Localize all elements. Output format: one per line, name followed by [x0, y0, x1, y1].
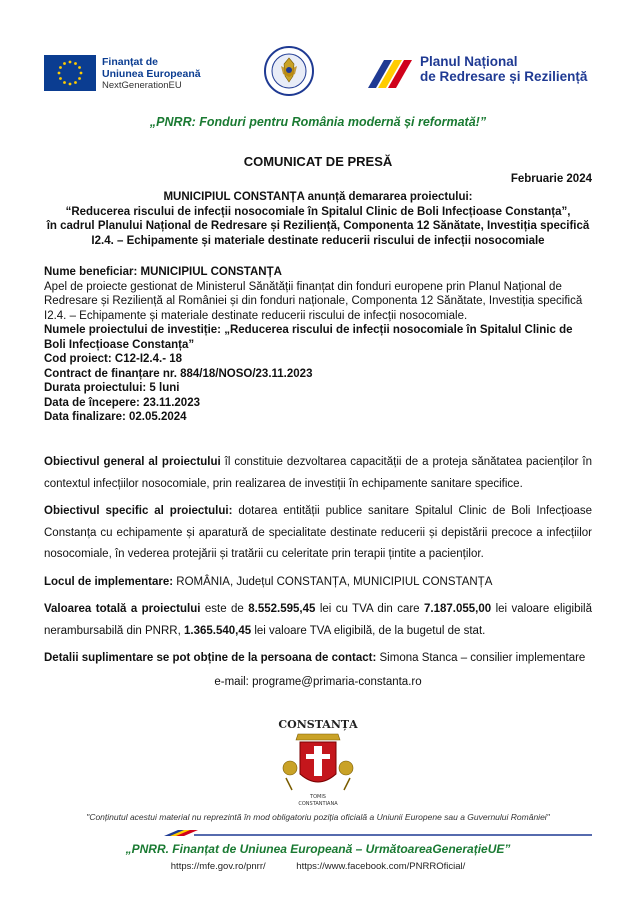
- value-text-3: lei valoare eligibilă nerambursabilă din PNRR,: [44, 603, 592, 637]
- eu-star: [63, 62, 66, 65]
- eu-line-3: NextGenerationEU: [102, 80, 182, 91]
- project-name: Numele proiectului de investiție: „Reducerea riscului de infecții nosocomiale în Spitalul Clinic de Boli Infecțioase Constanța”: [44, 324, 573, 351]
- project-duration: Durata proiectului: 5 luni: [44, 382, 180, 394]
- eu-star: [78, 77, 81, 80]
- value-vat: 1.365.540,45: [183, 624, 252, 637]
- city-sub-2: CONSTANTIANA: [298, 801, 338, 807]
- start-date: Data de începere: 23.11.2023: [44, 396, 200, 409]
- value-label: Valoarea totală a proiectului: [44, 603, 201, 615]
- pnrr-line-2: de Redresare și Reziliență: [420, 69, 588, 84]
- eu-star: [74, 81, 77, 84]
- implementation-location: [44, 572, 592, 594]
- footer-links: [0, 861, 636, 872]
- header-logos: [0, 44, 636, 102]
- call-description: Apel de proiecte gestionat de Ministerul Sănătății finanțat din fonduri europene prin Planul Național de Redresare și Reziliență al României și din fonduri naționale, Componenta 12 Sănătate, Investiția specifică I2.4. – Echipamente și materiale destinate reducerii riscului de infecții nosocomiale.: [44, 280, 583, 322]
- value-eligible: 7.187.055,00: [423, 603, 492, 615]
- project-objectives: [44, 452, 592, 693]
- project-code: Cod proiect: C12-I2.4.- 18: [44, 353, 183, 365]
- announce-line-1: MUNICIPIUL CONSTANȚA anunță demararea proiectului:: [163, 191, 473, 203]
- announce-line-4: I2.4. – Echipamente și materiale destinate reducerii riscului de infecții nosocomiale: [91, 234, 545, 247]
- footer-slogan: „PNRR. Finanțat de Uniunea Europeană – UrmătoareaGenerațieUE”: [125, 842, 511, 856]
- eu-star: [63, 81, 66, 84]
- contact-label: Detalii suplimentare se pot obține de la persoana de contact:: [44, 652, 377, 664]
- pnrr-slogan: „PNRR: Fonduri pentru România modernă și reformată!”: [149, 115, 487, 129]
- value-text-1: este de: [200, 603, 249, 615]
- eu-star: [74, 62, 77, 65]
- announcement: [44, 190, 592, 248]
- eu-star: [80, 72, 83, 75]
- pnrr-title: [420, 54, 587, 84]
- constanta-coat-of-arms-icon: [268, 716, 368, 808]
- eu-line-1: Finanțat de: [102, 56, 159, 68]
- eu-line-2: Uniunea Europeană: [102, 68, 201, 80]
- release-date: Februarie 2024: [510, 173, 592, 185]
- pnrr-logo-icon: [364, 54, 420, 94]
- eu-star: [69, 61, 72, 64]
- value-text-2: lei cu TVA din care: [315, 603, 424, 615]
- disclaimer: "Conținutul acestui material nu reprezintă în mod obligatoriu poziția oficială a Uniunii Europene sau a Guvernului României": [86, 812, 550, 822]
- end-date: Data finalizare: 02.05.2024: [44, 411, 187, 423]
- eu-star: [78, 66, 81, 69]
- value-total: 8.552.595,45: [248, 603, 316, 615]
- press-release-title: COMUNICAT DE PRESĂ: [243, 154, 393, 169]
- mfe-link[interactable]: https://mfe.gov.ro/pnrr/: [170, 861, 266, 872]
- eu-star: [69, 83, 72, 86]
- specific-objective: [44, 501, 592, 566]
- contact-email[interactable]: e-mail: programe@primaria-constanta.ro: [214, 675, 422, 688]
- footer-tricolor-divider: [44, 830, 592, 840]
- city-name: CONSTANȚA: [278, 718, 358, 731]
- announce-line-2: “Reducerea riscului de infecții nosocomiale în Spitalul Clinic de Boli Infecțioase Constanța”,: [65, 205, 571, 218]
- value-text-4: lei valoare TVA eligibilă, de la bugetul de stat.: [251, 624, 486, 637]
- eu-flag-icon: [44, 55, 96, 91]
- beneficiary: Nume beneficiar: MUNICIPIUL CONSTANȚA: [44, 266, 282, 278]
- location-text: ROMÂNIA, Județul CONSTANȚA, MUNICIPIUL CONSTANȚA: [173, 575, 493, 588]
- project-info: [44, 265, 592, 425]
- general-objective-label: Obiectivul general al proiectului: [44, 456, 221, 468]
- contact-text: Simona Stanca – consilier implementare: [376, 652, 586, 664]
- project-value: [44, 599, 592, 642]
- specific-objective-label: Obiectivul specific al proiectului:: [44, 505, 233, 517]
- government-seal-icon: [264, 46, 314, 96]
- general-objective-text: îl constituie dezvoltarea capacității de a proteja sănătatea pacienților în contextul infecțiilor nosocomiale, prin realizarea de investiții în echipamente sanitare specifice.: [44, 456, 592, 490]
- announce-line-3: în cadrul Planului Național de Redresare și Reziliență, Componenta 12 Sănătate, Investiția specifică: [46, 220, 590, 232]
- city-sub-1: TOMIS: [310, 794, 326, 800]
- eu-funding-label: [102, 56, 201, 92]
- eu-star: [58, 72, 61, 75]
- financing-contract: Contract de finanțare nr. 884/18/NOSO/23.11.2023: [44, 367, 313, 380]
- pnrr-line-1: Planul Național: [420, 54, 518, 69]
- contact-details: [44, 648, 592, 670]
- facebook-link[interactable]: https://www.facebook.com/PNRROficial/: [296, 861, 466, 872]
- eu-star: [59, 77, 62, 80]
- eu-star: [59, 66, 62, 69]
- specific-objective-text: dotarea entității publice sanitare Spitalul Clinic de Boli Infecțioase Constanța cu echipamente și aparatură de specialitate destinate reducerii și depistării precoce a infecțiilor nosocomiale, în vederea protejării și tratării cu celeritate prin terapii țintite a pacienților.: [44, 505, 592, 560]
- location-label: Locul de implementare:: [44, 575, 174, 588]
- general-objective: [44, 452, 592, 495]
